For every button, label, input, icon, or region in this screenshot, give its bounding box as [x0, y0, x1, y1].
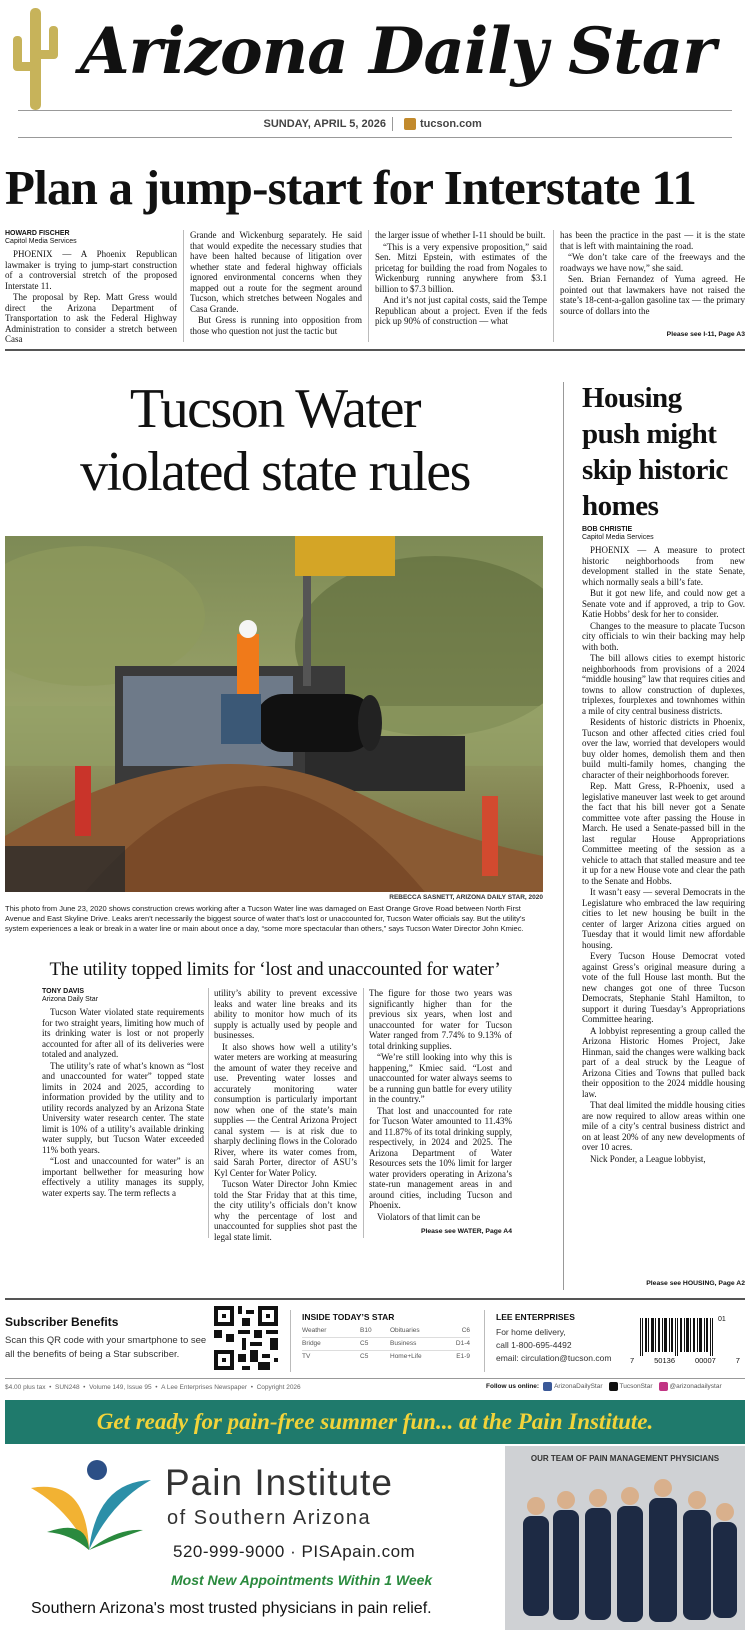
follow-label: Follow us online:	[486, 1383, 540, 1390]
housing-para: That deal limited the middle housing cities are now required to allow areas within one mile of a city’s central business district and on at least 20% of any new developments of over 10 acres.	[582, 1100, 745, 1152]
meta-rule	[5, 1378, 745, 1379]
lead-byline: HOWARD FISCHER	[5, 230, 70, 237]
housing-jump-line[interactable]: Please see HOUSING, Page A2	[646, 1280, 745, 1287]
ad-name-line1: Pain Institute	[165, 1462, 393, 1503]
barcode-digit: 7	[735, 1356, 740, 1365]
housing-body	[582, 526, 745, 1260]
water-col1-para: “Lost and unaccounted for water” is an important bellwether for measuring how effectively a utility manages its supply, water experts say. The term reflects a	[42, 1156, 204, 1198]
water-col3-para: That lost and unaccounted for rate for Tucson Water amounted to 11.43% and 11.87% of its total drinking supply, respectively, in 2024 and 2025. The Arizona Department of Water Resources sets the 10% limit for larger water providers operating in Arizona’s state-run management areas in and around cities, including Tucson and Phoenix.	[369, 1105, 512, 1210]
housing-para: Residents of historic districts in Phoenix, Tucson and other affected cities cried foul over the law, worried that developers would buy older homes, demolish them and then build multi-family homes, changing the character of their neighborhoods forever.	[582, 717, 745, 780]
column-divider	[553, 230, 554, 342]
lee-contact	[496, 1326, 611, 1365]
water-jump-line[interactable]: Please see WATER, Page A4	[420, 1228, 512, 1235]
housing-headline-line: skip historic	[582, 454, 728, 486]
lead-col3-para: And it’s not just capital costs, said the Tempe Republican about a project. Even if the feds pick up 90% of construction — what	[375, 295, 547, 326]
footer-rule	[5, 1298, 745, 1300]
barcode-digits	[630, 1356, 740, 1365]
masthead-site[interactable]: tucson.com	[420, 118, 482, 130]
meta-price: $4.00 plus tax	[5, 1384, 46, 1391]
photo-caption: This photo from June 23, 2020 shows construction crews working after a Tucson Water line was damaged on East Orange Grove Road between North First Avenue and East Skyline Drive. Leaks aren’t necessarily the biggest source of water that’s lost or unaccounted for, Tucson Water officials say. But the utility’s system experiences a leak or break in a water line or main about once a day, “some more spectacular than others,” says Tucson Water Director John Kmiec.	[5, 904, 526, 933]
site-icon	[404, 118, 416, 130]
construction-photo	[5, 536, 543, 892]
index-section[interactable]: Business	[390, 1340, 417, 1347]
index-section[interactable]: Bridge	[302, 1340, 321, 1347]
water-subhead: The utility topped limits for ‘lost and unaccounted for water’	[49, 959, 501, 980]
index-page: D1-4	[455, 1340, 470, 1347]
barcode-digit: 00007	[694, 1356, 716, 1365]
lead-col4-para: has been the practice in the past — it is the state that is left with maintaining the road.	[560, 230, 745, 251]
lead-col-2	[190, 230, 362, 337]
ad-tagline: Most New Appointments Within 1 Week	[171, 1572, 433, 1588]
saguaro-logo	[10, 6, 62, 112]
index-section[interactable]: TV	[302, 1353, 311, 1360]
inside-title: INSIDE TODAY’S STAR	[302, 1312, 395, 1322]
lead-byline-org: Capitol Media Services	[5, 238, 77, 245]
lead-col1-para: The proposal by Rep. Matt Gress would direct the Arizona Department of Transportation to ask the Federal Highway Administration to consider a stretch between Casa	[5, 292, 177, 344]
masthead-date: SUNDAY, APRIL 5, 2026	[263, 118, 386, 130]
index-table	[302, 1325, 470, 1363]
lead-col2-para: Grande and Wickenburg separately. He said that would expedite the necessary studies that have been halted because of litigation over whether state and federal highway officials ignored environmental concerns when they mapped out a route for the segment around Tucson, which stretches between Nogales and Casa Grande.	[190, 230, 362, 314]
barcode-digit: 7	[630, 1356, 635, 1365]
housing-byline: BOB CHRISTIE	[582, 526, 633, 533]
social-facebook[interactable]: ArizonaDailyStar	[554, 1383, 603, 1390]
photo-credit: REBECCA SASNETT, ARIZONA DAILY STAR, 2020	[389, 894, 543, 901]
water-col2-para: utility’s ability to prevent excessive leaks and water line breaks and its ability to monitor how much of its supply is actually used by people and businesses.	[214, 988, 357, 1040]
water-headline-line: violated state rules	[80, 441, 470, 503]
housing-para: Every Tucson House Democrat voted against Gress’s original measure during a vote of the full House last month. But the new changes got one of three Tucson Democrats, Stephanie Stahl Hamilton, to support it during Tuesday’s Appropriations Committee hearing.	[582, 951, 745, 1024]
follow-bar	[486, 1382, 722, 1391]
ad-body[interactable]	[5, 1446, 745, 1630]
meta-line: $4.00 plus tax • SUN248 • Volume 149, Issue 95 • A Lee Enterprises Newspaper • Copyright 2026	[5, 1384, 301, 1391]
lee-line: For home delivery,	[496, 1327, 566, 1337]
water-col2-para: It also shows how well a utility’s water meters are working at measuring the amount of water they receive and use. Preventing water losses and accurately monitoring water consumption is particularly important now when one of the state’s main supplies — the Central Arizona Project canal system — is at risk due to sharply declining flows in the Colorado River, where its water comes from, said Sarah Porter, director of ASU’s Kyl Center for Water Policy.	[214, 1041, 357, 1178]
qr-code[interactable]	[214, 1306, 278, 1370]
housing-byline-org: Capitol Media Services	[582, 534, 654, 541]
index-page: C6	[461, 1327, 470, 1334]
physicians-group-image	[505, 1468, 745, 1630]
meta-code: SUN248	[54, 1384, 80, 1391]
lee-line[interactable]: call 1-800-695-4492	[496, 1340, 572, 1350]
lead-jump-line[interactable]: Please see I-11, Page A3	[666, 331, 745, 338]
column-divider	[368, 230, 369, 342]
ad-banner-text: Get ready for pain-free summer fun... at the Pain Institute.	[96, 1409, 654, 1434]
social-x[interactable]: TucsonStar	[619, 1383, 653, 1390]
ad-bottom-line: Southern Arizona's most trusted physicians in pain relief.	[31, 1600, 432, 1617]
housing-para: Nick Ponder, a League lobbyist,	[590, 1153, 706, 1164]
water-headline-line: Tucson Water	[129, 378, 421, 440]
housing-headline-line: homes	[582, 490, 659, 522]
housing-para: PHOENIX — A measure to protect historic neighborhoods from new development stalled in the state Senate, which normally seals a bill’s fate.	[582, 545, 745, 587]
water-byline-org: Arizona Daily Star	[42, 996, 99, 1003]
index-page: E1-9	[456, 1353, 470, 1360]
index-row	[302, 1325, 470, 1338]
facebook-icon	[543, 1382, 552, 1391]
index-section[interactable]: Weather	[302, 1327, 327, 1334]
x-icon	[609, 1382, 618, 1391]
masthead-rule-top	[18, 110, 732, 111]
housing-para: But it got new life, and could now get a Senate vote and if approved, a trip to Gov. Katie Hobbs’ desk for her to consider.	[582, 588, 745, 619]
water-col3-para: “We’re still looking into why this is happening,” Kmiec said. “Lost and unaccounted for water always seems to be a running gun battle for every utility in the country.”	[369, 1052, 512, 1104]
housing-para: Changes to the measure to placate Tucson city officials to win their backing may help with both.	[582, 620, 745, 652]
subscriber-text: Scan this QR code with your smartphone to see all the benefits of being a Star subscriber.	[5, 1335, 207, 1360]
rail-divider	[563, 382, 564, 1290]
ad-phone-site[interactable]: 520-999-9000 · PISApain.com	[173, 1542, 416, 1561]
meta-publisher: A Lee Enterprises Newspaper	[161, 1384, 248, 1391]
housing-para: It wasn’t easy — several Democrats in the Legislature who embraced the law requiring cities to let new housing be built in the center of larger Arizona cities argued on Tuesday that it would limit new affordable housing.	[582, 887, 745, 950]
section-rule	[5, 349, 745, 351]
lead-col3-para: the larger issue of whether I-11 should be built.	[375, 230, 546, 240]
water-headline	[5, 378, 545, 504]
barcode	[640, 1318, 715, 1356]
housing-para: The bill allows cities to exempt historic neighborhoods from provisions of a 2024 “middle housing” law that requires cities and towns to allow construction of duplexes, triplexes, fourplexes and townhomes within a mile of city central business districts.	[582, 653, 745, 716]
physicians-photo	[505, 1446, 745, 1630]
water-col2-para: Tucson Water Director John Kmiec told the Star Friday that at this time, the city utility’s officials don’t know why the percentage of lost and unaccounted for supplies shot past the legal state limit.	[214, 1179, 357, 1242]
footer-divider	[484, 1310, 485, 1372]
lead-col1-para: PHOENIX — A Phoenix Republican lawmaker is trying to jump-start construction of a controversial stretch of the proposed Interstate 11.	[5, 249, 177, 291]
masthead-rule-bottom	[18, 137, 732, 138]
housing-para: Rep. Matt Gress, R-Phoenix, used a legislative maneuver last week to get around the fact that his bill never got a Senate committee vote after passing the House in March. He used a Senate-passed bill in the last regular House Appropriations Committee meeting of the session as a vehicle to attach that stalled measure and tee it up for a new House vote and clear the path to the Senate and Hobbs.	[582, 781, 745, 886]
lead-col2-para: But Gress is running into opposition from those who question not just the tactic but	[190, 315, 362, 336]
lead-col4-para: Sen. Brian Fernandez of Yuma agreed. He pointed out that lawmakers have not raised the state’s 18-cent-a-gallon gasoline tax — the primary source of dollars into the	[560, 274, 745, 316]
masthead-divider	[392, 117, 393, 131]
lead-headline: Plan a jump-start for Interstate 11	[5, 160, 697, 215]
index-page: C5	[360, 1340, 369, 1347]
housing-headline-line: push might	[582, 418, 717, 450]
index-page: B10	[360, 1327, 372, 1334]
instagram-icon	[659, 1382, 668, 1391]
water-col-1	[42, 988, 204, 1199]
barcode-issue-number: 01	[718, 1316, 726, 1323]
water-col-3	[369, 988, 512, 1223]
lee-title: LEE ENTERPRISES	[496, 1312, 575, 1322]
column-divider	[208, 988, 209, 1238]
lead-col-3	[375, 230, 547, 328]
column-divider	[183, 230, 184, 342]
ad-name-line2: of Southern Arizona	[167, 1507, 372, 1529]
social-instagram[interactable]: @arizonadailystar	[669, 1383, 722, 1390]
footer-divider	[290, 1310, 291, 1372]
masthead	[0, 0, 750, 150]
masthead-title: Arizona Daily Star	[80, 14, 716, 89]
housing-headline-line: Housing	[582, 382, 682, 414]
index-row	[302, 1338, 470, 1351]
subscriber-title: Subscriber Benefits	[5, 1315, 119, 1329]
index-row	[302, 1351, 470, 1363]
water-col1-para: Tucson Water violated state requirements for two straight years, limiting how much of its drinking water is lost or not properly accounted for after all of its deliveries were totaled and analyzed.	[42, 1007, 204, 1059]
index-section[interactable]: Home+Life	[390, 1353, 422, 1360]
water-col1-para: The utility’s rate of what’s known as “lost and unaccounted for water” topped state limits in 2024 and 2025, according to information provided by the utility and to utility records analyzed by an Arizona State University water research center. The state limit is 10% of a utility’s available drinking water supply, but Tucson Water exceeded 11% both years.	[42, 1060, 204, 1155]
barcode-digit: 50136	[654, 1356, 675, 1365]
lee-line[interactable]: email: circulation@tucson.com	[496, 1353, 612, 1363]
water-col-2	[214, 988, 357, 1243]
meta-volume: Volume 149, Issue 95	[89, 1384, 152, 1391]
housing-para: A lobbyist representing a group called the Arizona Historic Homes Project, Jake Hinman, said the changes were walking back part of a deal struck by the League of Arizona Cities and Towns that pulled back their opposition to the 2024 middle housing law.	[582, 1025, 745, 1099]
meta-copyright: Copyright 2026	[256, 1384, 301, 1391]
column-divider	[363, 988, 364, 1238]
ad-banner[interactable]	[5, 1400, 745, 1444]
lead-col3-para: “This is a very expensive proposition,” said Sen. Mitzi Epstein, with estimates of the pricetag for building the road from Nogales to Wickenburg running anywhere from $3.1 billion to $7.3 billion.	[375, 241, 547, 294]
index-section[interactable]: Obituaries	[390, 1327, 420, 1334]
index-page: C5	[360, 1353, 369, 1360]
lead-col-4	[560, 230, 745, 317]
housing-headline	[582, 380, 747, 524]
water-byline: TONY DAVIS	[42, 988, 85, 995]
lead-col-1	[5, 230, 177, 346]
lead-col4-para: “We don’t take care of the freeways and the roadways we have now,” she said.	[560, 252, 745, 273]
water-col3-para: Violators of that limit can be	[377, 1211, 481, 1222]
team-label: OUR TEAM OF PAIN MANAGEMENT PHYSICIANS	[530, 1454, 720, 1463]
pain-institute-logo	[27, 1458, 155, 1566]
water-col3-para: The figure for those two years was significantly higher than for the previous six years, when lost and unaccounted for water for Tucson Water ranged from 7.74% to 9.13% of total drinking supplies.	[369, 988, 512, 1051]
